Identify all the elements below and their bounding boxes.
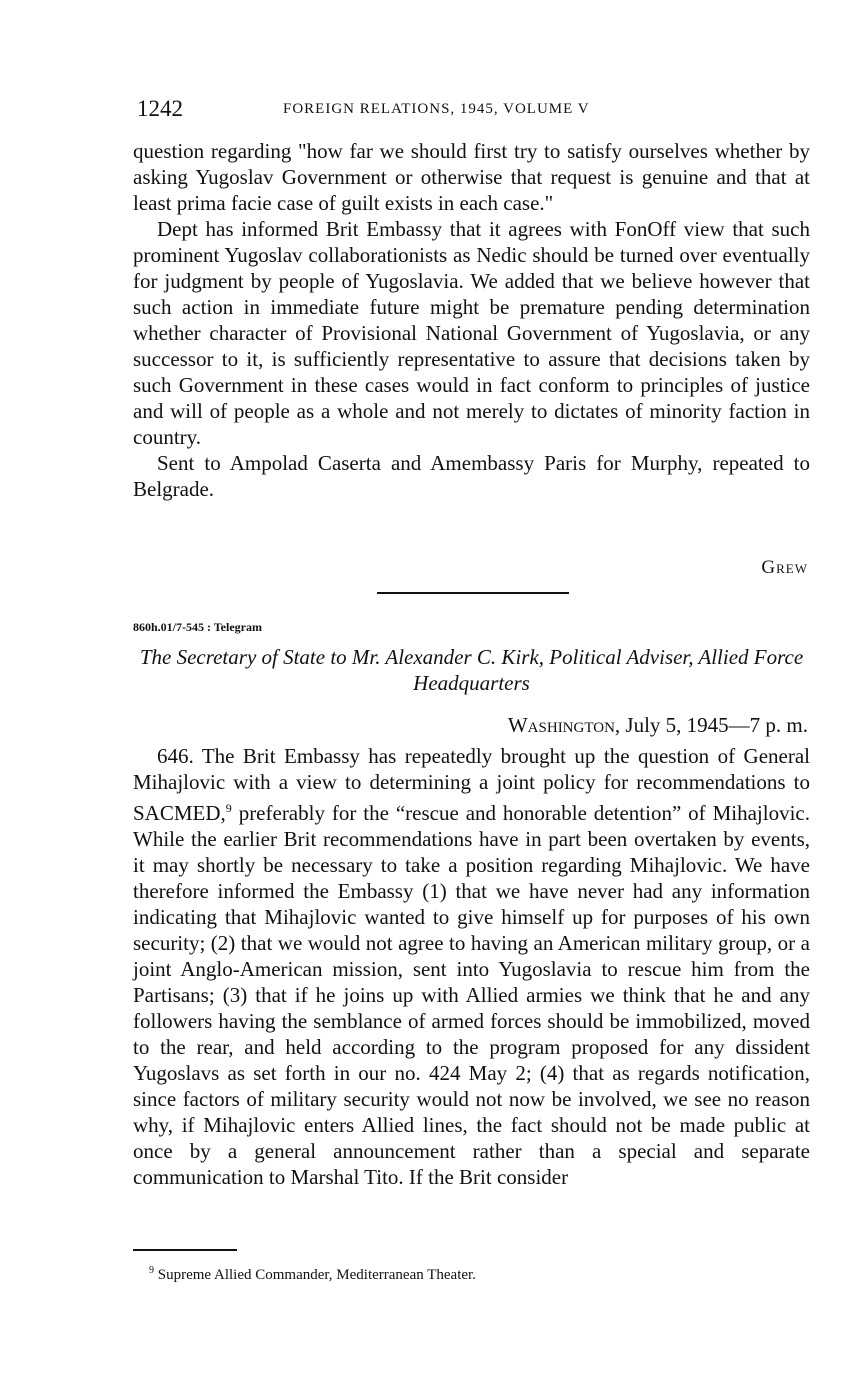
telegram-body — [133, 743, 810, 1190]
document-title: The Secretary of State to Mr. Alexander C. Kirk, Political Adviser, Allied Force Headquarters — [139, 645, 804, 695]
dateline — [508, 713, 808, 738]
footnote-reference[interactable]: 9 — [225, 801, 232, 815]
continuation-text — [133, 138, 810, 502]
body-text: 646. The Brit Embassy has repeatedly brought up the question of General Mihajlovic with a view to determining a joint policy for recommendations to SACMED, — [133, 744, 810, 825]
paragraph: Sent to Ampolad Caserta and Amembassy Paris for Murphy, repeated to Belgrade. — [133, 451, 810, 501]
running-title: FOREIGN RELATIONS, 1945, VOLUME V — [283, 101, 590, 117]
paragraph — [133, 743, 810, 1190]
page-number: 1242 — [137, 96, 183, 121]
body-text: preferably for the “rescue and honorable detention” of Mihajlovic. While the earlier Brit recommendations have in part been overtaken by events, it may shortly be necessary to take a position regarding Mihajlovic. We have therefore informed the Embassy (1) that we have never had any information indicating that Mihajlovic wanted to give himself up for purposes of his own security; (2) that we would not agree to having an American military group, or a joint Anglo-American mission, sent into Yugoslavia to rescue him from the Partisans; (3) that if he joins up with Allied armies we think that he and any followers having the semblance of armed forces should be immobilized, moved to the rear, and held according to the program proposed for any dissident Yugoslavs as set forth in our no. 424 May 2; (4) that as regards notification, since factors of military security would not now be involved, we see no reason why, if Mihajlovic enters Allied lines, the fact should not be made public at once by a general announcement rather than a special and separate communication to Marshal Tito. If the Brit consider — [133, 801, 810, 1189]
paragraph: question regarding "how far we should first try to satisfy ourselves whether by asking Yugoslav Government or otherwise that request is genuine and that at least prima facie case of guilt exists in each case." — [133, 139, 810, 215]
running-head — [133, 96, 810, 126]
paragraph: Dept has informed Brit Embassy that it agrees with FonOff view that such prominent Yugoslav collaborationists as Nedic should be turned over eventually for judgment by people of Yugoslavia. We added that we believe however that such action in immediate future might be premature pending determination whether character of Provisional National Government of Yugoslavia, or any successor to it, is sufficiently representative to assure that decisions taken by such Government in these cases would in fact conform to principles of justice and will of people as a whole and not merely to dictates of minority faction in country. — [133, 217, 810, 449]
dateline-date: , July 5, 1945—7 p. m. — [614, 713, 808, 737]
signature: Grew — [761, 557, 808, 578]
footnote-text: Supreme Allied Commander, Mediterranean Theater. — [154, 1267, 476, 1283]
footnote — [149, 1265, 476, 1284]
file-reference: 860h.01/7-545 : Telegram — [133, 620, 262, 634]
section-divider — [377, 592, 569, 594]
footnote-marker: 9 — [149, 1265, 154, 1276]
dateline-place: Washington — [507, 713, 615, 737]
footnote-divider — [133, 1249, 237, 1251]
